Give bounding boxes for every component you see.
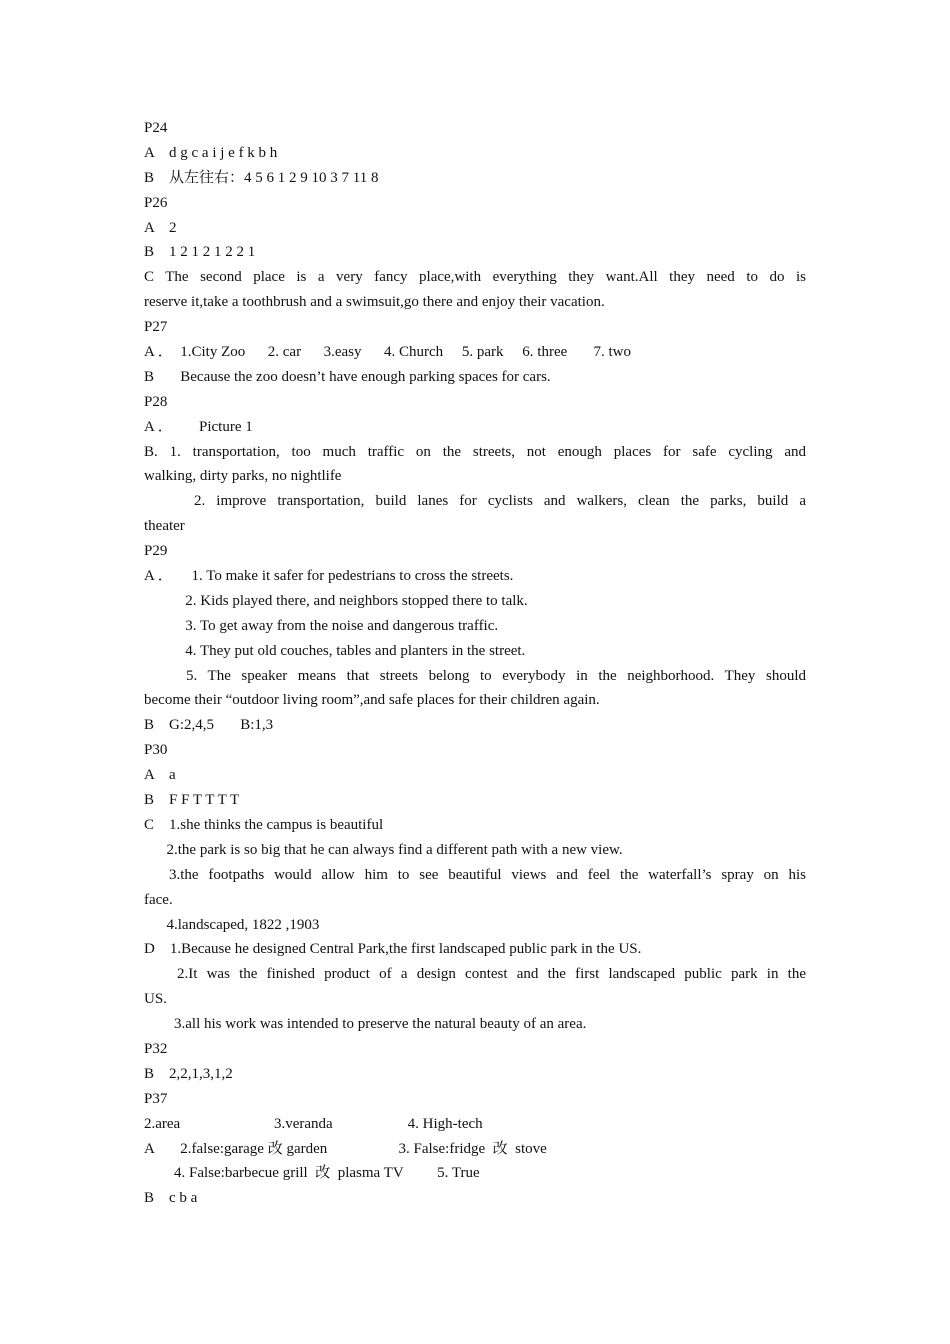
section-heading-p28: P28 [144, 393, 168, 410]
answer-line: 2. Kids played there, and neighbors stopped there to talk. [144, 592, 528, 609]
answer-line: US. [144, 991, 167, 1008]
answer-line: A ． 1. To make it safer for pedestrians to cross the streets. [144, 568, 514, 585]
answer-line: 4. False:barbecue grill 改 plasma TV 5. True [144, 1165, 480, 1182]
answer-line: C 1.she thinks the campus is beautiful [144, 816, 384, 833]
answer-line: 5. The speaker means that streets belong to everybody in the neighborhood. They should [186, 667, 806, 684]
section-heading-p30: P30 [144, 742, 168, 759]
section-heading-p24: P24 [144, 120, 168, 136]
answer-line: B Because the zoo doesn’t have enough parking spaces for cars. [144, 368, 551, 385]
answer-line: A a [144, 767, 176, 784]
section-heading-p37: P37 [144, 1090, 168, 1107]
answer-line: A 2.false:garage 改 garden 3. False:fridge 改 stove [144, 1140, 547, 1157]
answer-line: A ． Picture 1 [144, 418, 253, 435]
answer-line: C The second place is a very fancy place,with everything they want.All they need to do is [144, 269, 806, 286]
answer-line: 2. improve transportation, build lanes for cyclists and walkers, clean the parks, build a [194, 493, 806, 510]
answer-line: B. 1. transportation, too much traffic on the streets, not enough places for safe cycling and [144, 443, 806, 460]
answer-line: D 1.Because he designed Central Park,the first landscaped public park in the US. [144, 941, 642, 958]
answer-line: 2.It was the finished product of a design contest and the first landscaped public park in the [177, 966, 806, 983]
answer-line: walking, dirty parks, no nightlife [144, 468, 342, 485]
answer-line: B G:2,4,5 B:1,3 [144, 717, 274, 734]
answer-line: B 2,2,1,3,1,2 [144, 1065, 233, 1082]
answer-line: B F F T T T T [144, 792, 240, 809]
answer-line: 3.the footpaths would allow him to see beautiful views and feel the waterfall’s spray on his [169, 866, 806, 883]
answer-line: A ． 1.City Zoo 2. car 3.easy 4. Church 5. park 6. three 7. two [144, 344, 632, 361]
section-heading-p26: P26 [144, 194, 168, 211]
answer-line: A 2 [144, 219, 177, 236]
answer-line: face. [144, 891, 173, 908]
answer-line: B 1 2 1 2 1 2 2 1 [144, 244, 256, 261]
section-heading-p27: P27 [144, 319, 168, 336]
section-heading-p29: P29 [144, 543, 168, 560]
answer-line: B c b a [144, 1190, 198, 1207]
answer-line: 4. They put old couches, tables and planters in the street. [144, 642, 526, 659]
answer-line: 2.the park is so big that he can always find a different path with a new view. [144, 841, 623, 858]
answer-line: become their “outdoor living room”,and safe places for their children again. [144, 692, 600, 709]
answer-line: 3. To get away from the noise and dangerous traffic. [144, 617, 499, 634]
answer-line: A d g c a i j e f k b h [144, 144, 278, 161]
answer-line: 4.landscaped, 1822 ,1903 [144, 916, 320, 933]
answer-line: B 从左往右：4 5 6 1 2 9 10 3 7 11 8 [144, 169, 379, 186]
answer-line: 3.all his work was intended to preserve the natural beauty of an area. [144, 1016, 587, 1033]
answer-line: theater [144, 518, 185, 535]
answer-key-content [144, 116, 806, 1211]
section-heading-p32: P32 [144, 1040, 168, 1057]
answer-line: 2.area 3.veranda 4. High-tech [144, 1115, 483, 1132]
answer-line: reserve it,take a toothbrush and a swimsuit,go there and enjoy their vacation. [144, 294, 605, 311]
